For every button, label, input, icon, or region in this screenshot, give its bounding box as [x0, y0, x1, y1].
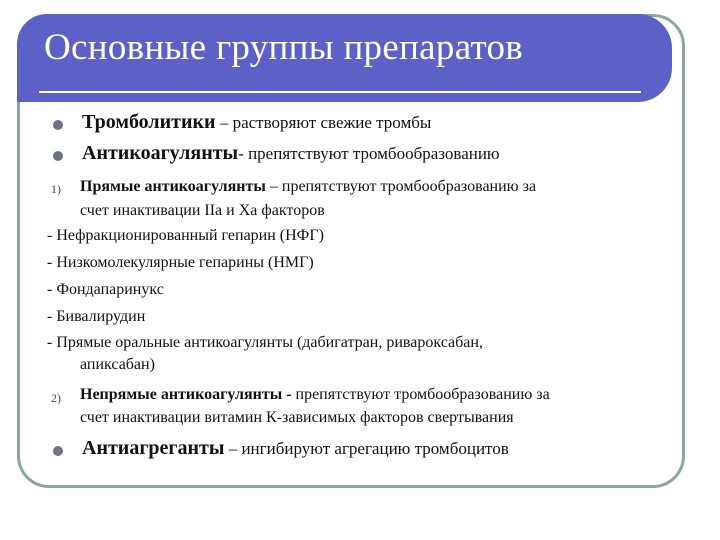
bullet-icon [53, 446, 63, 456]
sub-item-description: препятствуют тромбообразованию за [291, 386, 550, 403]
item-description: – растворяют свежие тромбы [215, 113, 432, 132]
list-item: - Бивалирудин [47, 308, 146, 325]
slide-title: Основные группы препаратов [44, 27, 524, 68]
list-item: - Прямые оральные антикоагулянты (дабигатран, ривароксабан, [47, 334, 483, 351]
item-description: - препятствуют тромбообразованию [238, 144, 500, 163]
list-item-continuation: апиксабан) [80, 356, 155, 373]
sub-item-indirect-anticoagulants [80, 386, 550, 404]
list-item: - Фондапаринукс [47, 281, 164, 298]
list-item-anticoagulants [82, 142, 500, 165]
item-heading: Антиагреганты [82, 437, 225, 459]
list-item: - Низкомолекулярные гепарины (НМГ) [47, 254, 314, 271]
item-heading: Тромболитики [82, 111, 216, 133]
sub-item-description: – препятствуют тромбообразованию за [265, 178, 537, 195]
sub-item-direct-anticoagulants [80, 178, 536, 196]
sub-item-number: 2) [51, 391, 61, 405]
list-item: - Нефракционированный гепарин (НФГ) [47, 227, 324, 244]
sub-item-continuation: счет инактивации витамин К-зависимых факторов свертывания [80, 409, 514, 426]
list-item-thrombolytics [82, 111, 431, 134]
list-item-antiplatelets [82, 437, 509, 460]
bullet-icon [53, 151, 63, 161]
sub-item-number: 1) [51, 182, 61, 196]
item-description: – ингибируют агрегацию тромбоцитов [224, 439, 509, 458]
sub-item-continuation: счет инактивации IIa и Xa факторов [80, 202, 325, 219]
sub-item-heading: Прямые антикоагулянты [80, 178, 266, 195]
sub-item-heading: Непрямые антикоагулянты - [80, 386, 292, 403]
bullet-icon [53, 120, 63, 130]
item-heading: Антикоагулянты [82, 142, 239, 164]
